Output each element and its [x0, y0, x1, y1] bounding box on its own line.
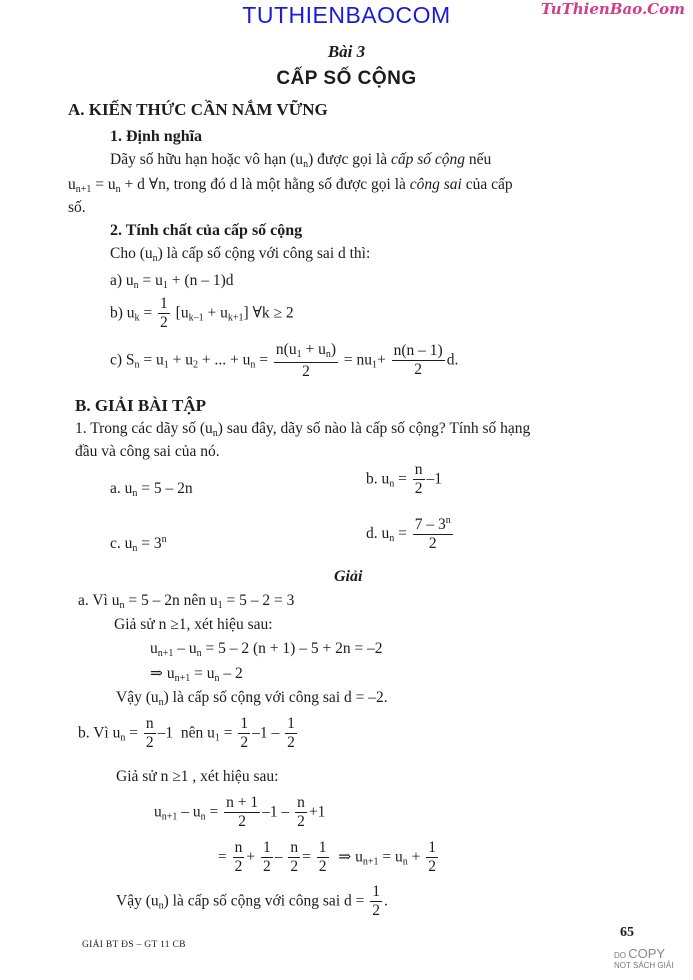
section-b-heading: B. GIẢI BÀI TẬP [75, 396, 206, 415]
lesson-label: Bài 3 [327, 42, 366, 61]
site-watermark: TUTHIENBAOCOM [242, 2, 451, 28]
property-a: a) $u_n = u_1 + (n - 1)d$ [110, 272, 234, 291]
properties-intro: Cho $(u_n)$ là cấp số cộng với công sai d thì: [110, 245, 371, 264]
solution-a-line-4: ⇒ $u_{n+1} = u_n - 2$ [150, 665, 243, 684]
solution-b-line-2: Giả sử n ≥1 , xét hiệu sau: [116, 768, 279, 785]
solution-b-line-4: = $\frac{n}{2}$ + $\frac{1}{2}$ – $\frac{n}{2}$ = $\frac{1}{2}$ ⇒ $u_{n+1} = u_n$ + $\frac{1}{2}$ [218, 839, 437, 876]
option-d: d. $u_n$ = $\frac{7 - 3^n}{2}$ [366, 515, 451, 553]
question-1-line-2: đầu và công sai của nó. [75, 443, 220, 460]
solution-b-line-3: $u_{n+1} - u_n$ = $\frac{n + 1}{2}$ –1 – $\frac{n}{2}$ +1 [154, 794, 326, 831]
definition-heading: 1. Định nghĩa [110, 128, 203, 145]
copy-stamp: DO COPY NOT SÁCH GIẢI [614, 946, 674, 970]
solution-b-line-1: b. Vì $u_n$ = $\frac{n}{2}$ –1 nên $u_1$ = $\frac{1}{2}$ –1 – $\frac{1}{2}$ [78, 715, 295, 752]
definition-line-1: Dãy số hữu hạn hoặc vô hạn $(u_n)$ được gọi là cấp số cộng nếu [110, 151, 492, 170]
solution-heading: Giải [334, 568, 363, 585]
properties-heading: 2. Tính chất của cấp số cộng [110, 222, 303, 239]
site-logo: TuThienBao.Com [540, 0, 685, 18]
property-b: b) $u_k$ = $\frac{1}{2}$ $[u_{k-1} + u_{k+1}]$ ∀k ≥ 2 [110, 295, 294, 332]
footer-text: GIẢI BT ĐS – GT 11 CB [82, 940, 186, 950]
solution-a-line-3: $u_{n+1} - u_n = 5 - 2$ (n + 1) – 5 + 2n = –2 [150, 640, 383, 659]
question-1-line-1: 1. Trong các dãy số $(u_n)$ sau đây, dãy số nào là cấp số cộng? Tính số hạng [75, 420, 531, 439]
definition-line-3: số. [68, 199, 86, 216]
page-title: CẤP SỐ CỘNG [276, 68, 417, 89]
solution-b-conclusion: Vậy $(u_n)$ là cấp số cộng với công sai d = $\frac{1}{2}$ . [116, 883, 388, 920]
section-a-heading: A. KIẾN THỨC CẦN NẮM VỮNG [68, 100, 328, 119]
option-a: a. $u_n = 5 - 2n$ [110, 480, 193, 499]
solution-a-conclusion: Vậy $(u_n)$ là cấp số cộng với công sai d = –2. [116, 689, 388, 708]
definition-line-2: $u_{n+1} = u_n + d$ ∀n, trong đó d là một hằng số được gọi là công sai của cấp [68, 176, 513, 195]
solution-a-line-1: a. Vì $u_n = 5 - 2n$ nên $u_1 = 5 - 2 = 3$ [78, 592, 295, 611]
solution-a-line-2: Giả sử n ≥1, xét hiệu sau: [114, 616, 273, 633]
page-number: 65 [620, 925, 634, 940]
option-b: b. $u_n$ = $\frac{n}{2}$ –1 [366, 461, 442, 498]
property-c: c) $S_n = u_1 + u_2$ + ... + $u_n$ = $\frac{n(u_1 + u_n)}{2}$ = $nu_1+$ $\frac{n(n - 1)}{2}$ d. [110, 341, 459, 380]
option-c: c. $u_n = 3^n$ [110, 534, 167, 554]
